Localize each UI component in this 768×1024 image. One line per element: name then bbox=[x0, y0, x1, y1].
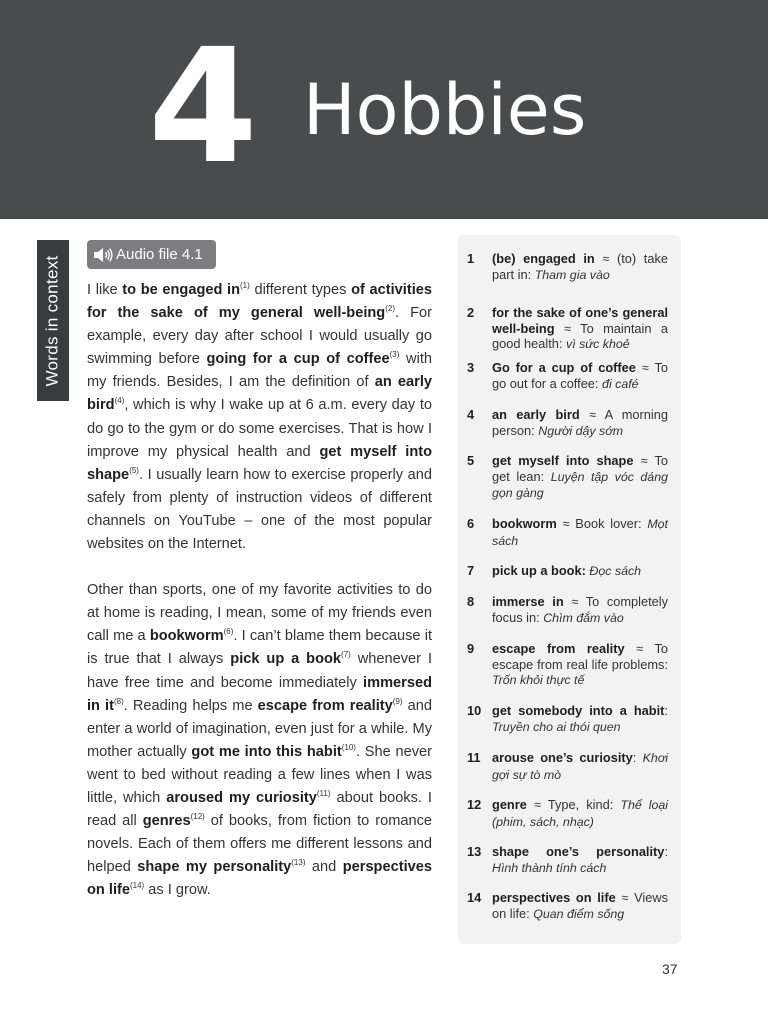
vocab-definition: for the sake of one’s general well-being ≈ To maintain a good health: vì sức khoẻ bbox=[492, 305, 668, 352]
vocab-item bbox=[467, 750, 668, 783]
vocab-term: for the sake of one’s general well-being bbox=[492, 305, 668, 336]
vocab-definition: an early bird ≈ A morning person: Người dậy sớm bbox=[492, 407, 668, 438]
footnote-marker: (11) bbox=[316, 789, 331, 799]
vocab-definition: immerse in ≈ To completely focus in: Chìm đắm vào bbox=[492, 594, 669, 625]
vocab-term: (be) engaged in bbox=[492, 251, 595, 266]
vocab-definition bbox=[492, 563, 668, 580]
vocab-definition: perspectives on life ≈ Views on life: Quan điểm sống bbox=[492, 890, 668, 921]
vocab-translation: đi café bbox=[602, 376, 639, 391]
vocab-term: arouse one’s curiosity bbox=[492, 750, 633, 765]
vocab-translation: Thể loại (phim, sách, nhạc) bbox=[492, 798, 668, 829]
vocab-item bbox=[467, 844, 668, 876]
vocab-definition: Go for a cup of coffee ≈ To go out for a coffee: đi café bbox=[492, 360, 668, 391]
key-phrase: escape from reality bbox=[257, 697, 393, 714]
vocab-definition: bookworm ≈ Book lover: Mọt sách bbox=[492, 516, 668, 548]
key-phrase: genres bbox=[142, 813, 191, 830]
vocab-item bbox=[467, 594, 668, 626]
vocabulary-panel bbox=[458, 235, 681, 944]
footnote-marker: (12) bbox=[190, 812, 205, 822]
footnote-marker: (7) bbox=[341, 650, 351, 660]
vocab-definition: shape one’s personality: Hình thành tính cách bbox=[492, 844, 668, 875]
vocab-item bbox=[467, 563, 668, 580]
key-phrase: bookworm bbox=[149, 628, 224, 645]
vocab-term: perspectives on life bbox=[492, 890, 616, 905]
vocab-translation: Khơi gợi sự tò mò bbox=[492, 751, 668, 782]
key-phrase: an early bird bbox=[87, 374, 432, 414]
passage-paragraph: I like to be engaged $in^{(1)}$ different types of activities for the sake of my general well-being$^{(2)}$. For example, every day after school I would usually go swimming before going for a cup of coffee$^{(3)}$ with my friends. Besides, I am the definition of an early bird$^{(4)}$, which is why I wake up at 6 a.m. every day to do go to the gym or do some exercises. That is how I improve my physical health and get myself into shape$^{(5)}$. I usually learn how to exercise properly and safely from plenty of instruction videos of different channels on YouTube – one of the most popular websites on the Internet. bbox=[87, 281, 433, 553]
footnote-marker: (6) bbox=[223, 627, 234, 637]
key-phrase: got me into this habit bbox=[191, 743, 342, 760]
vocab-item bbox=[467, 251, 668, 283]
side-tab-label: Words in context bbox=[43, 254, 63, 387]
vocab-term: an early bird bbox=[492, 407, 580, 422]
vocab-definition: escape from reality ≈ To escape from real life problems: Trốn khỏi thực tế bbox=[492, 641, 669, 688]
speaker-icon bbox=[93, 247, 113, 263]
key-phrase: shape my personality bbox=[137, 859, 292, 876]
footnote-marker: (10) bbox=[341, 742, 356, 752]
vocab-number: 12 bbox=[467, 797, 482, 812]
footnote-marker: (14) bbox=[129, 881, 145, 891]
vocab-number: 6 bbox=[467, 516, 475, 531]
chapter-title: Hobbies bbox=[303, 69, 587, 151]
vocab-translation: Quan điểm sống bbox=[533, 906, 625, 921]
vocab-term: get somebody into a habit bbox=[492, 703, 665, 718]
side-tab bbox=[37, 240, 69, 401]
vocab-definition: (be) engaged in ≈ (to) take part in: Tham gia vào bbox=[492, 251, 668, 282]
vocab-number: 3 bbox=[467, 360, 475, 375]
vocab-translation: Mọt sách bbox=[492, 517, 668, 548]
key-phrase: to be engaged in bbox=[122, 282, 241, 298]
vocab-number: 4 bbox=[467, 407, 475, 422]
vocab-number: 7 bbox=[467, 563, 475, 578]
vocab-translation: Hình thành tính cách bbox=[492, 860, 607, 875]
vocab-number: 13 bbox=[467, 844, 482, 859]
vocab-term: genre bbox=[492, 797, 527, 812]
vocab-term: immerse in bbox=[492, 594, 564, 609]
footnote-marker: (13) bbox=[291, 858, 306, 868]
footnote-marker: (5) bbox=[129, 465, 139, 475]
chapter-number: 4 bbox=[148, 15, 254, 199]
vocab-term: get myself into shape bbox=[492, 453, 634, 468]
vocab-number: 8 bbox=[467, 594, 475, 609]
vocab-item bbox=[467, 890, 668, 922]
vocab-definition: get myself into shape ≈ To get lean: Luyện tập vóc dáng gọn gàng bbox=[492, 453, 668, 501]
footnote-marker: (8) bbox=[113, 696, 124, 706]
vocab-number: 10 bbox=[467, 703, 482, 718]
key-phrase: immersed in it bbox=[87, 674, 432, 714]
vocab-term: shape one’s personality bbox=[492, 844, 665, 859]
key-phrase: pick up a book bbox=[230, 651, 342, 668]
passage bbox=[87, 279, 432, 902]
vocab-item bbox=[467, 305, 668, 353]
vocab-term: Go for a cup of coffee bbox=[492, 360, 636, 375]
vocab-translation: Chìm đắm vào bbox=[543, 610, 624, 625]
vocab-term: escape from reality bbox=[492, 641, 625, 656]
footnote-marker: (3) bbox=[389, 350, 400, 360]
vocab-number: 9 bbox=[467, 641, 475, 656]
vocab-translation: Người dậy sớm bbox=[538, 423, 624, 438]
vocab-item bbox=[467, 797, 668, 830]
vocab-translation: Trốn khỏi thực tế bbox=[492, 673, 585, 688]
footnote-marker: (2) bbox=[385, 304, 395, 314]
key-phrase: get myself into shape bbox=[87, 443, 433, 483]
vocab-translation: vì sức khoẻ bbox=[566, 337, 630, 352]
audio-file-button[interactable] bbox=[87, 240, 216, 269]
vocab-item bbox=[467, 453, 668, 502]
vocab-translation: Luyện tập vóc dáng gọn gàng bbox=[492, 469, 668, 501]
page-number: 37 bbox=[662, 961, 678, 977]
vocab-number: 1 bbox=[467, 251, 475, 266]
vocab-number: 2 bbox=[467, 305, 475, 320]
footnote-marker: (9) bbox=[392, 696, 403, 706]
key-phrase: aroused my curiosity bbox=[166, 789, 317, 806]
vocab-definition: genre ≈ Type, kind: Thể loại (phim, sách, nhạc) bbox=[492, 797, 668, 829]
vocab-item bbox=[467, 703, 668, 735]
vocab-translation: Truyền cho ai thói quen bbox=[492, 719, 621, 734]
vocab-translation: Đọc sách bbox=[589, 564, 642, 578]
vocab-item bbox=[467, 360, 668, 392]
vocab-number: 5 bbox=[467, 453, 475, 468]
vocab-definition: arouse one’s curiosity: Khơi gợi sự tò mò bbox=[492, 750, 668, 782]
vocab-term: bookworm bbox=[492, 516, 557, 531]
vocab-item bbox=[467, 407, 668, 439]
vocab-number: 11 bbox=[467, 750, 481, 765]
chapter-header bbox=[0, 0, 768, 219]
vocab-item bbox=[467, 641, 668, 689]
footnote-marker: (1) bbox=[240, 281, 250, 291]
audio-file-label: Audio file 4.1 bbox=[116, 246, 203, 263]
passage-paragraph: Other than sports, one of my favorite activities to do at home is reading, I mean, some of my friends even call me a bookworm$^{(6)}$. I can’t blame them because it is true that I always pick up a book$^{(7)}$ whenever I have free time and become immediately immersed in $it^{(8)}$. Reading helps me escape from reality$^{(9)}$ and enter a world of imagination, even just for a while. My mother actually got me into this habit$^{(10)}$. She never went to bed without reading a few lines when I was little, which aroused my curiosity$^{(11)}$ about books. I read all genres$^{(12)}$ of books, from fiction to romance novels. Each of them offers me different lessons and helped shape my personality$^{(13)}$ and perspectives on life$^{(14)}$ as I grow. bbox=[87, 582, 433, 899]
key-phrase: perspectives on life bbox=[87, 859, 432, 899]
vocab-translation: Tham gia vào bbox=[534, 267, 610, 282]
vocab-term: pick up a book: bbox=[492, 563, 586, 578]
footnote-marker: (4) bbox=[114, 396, 125, 406]
vocab-item bbox=[467, 516, 668, 549]
vocab-number: 14 bbox=[467, 890, 482, 905]
vocab-definition: get somebody into a habit: Truyền cho ai thói quen bbox=[492, 703, 668, 734]
key-phrase: of activities for the sake of my general well-being bbox=[87, 282, 433, 322]
key-phrase: going for a cup of coffee bbox=[206, 351, 390, 368]
